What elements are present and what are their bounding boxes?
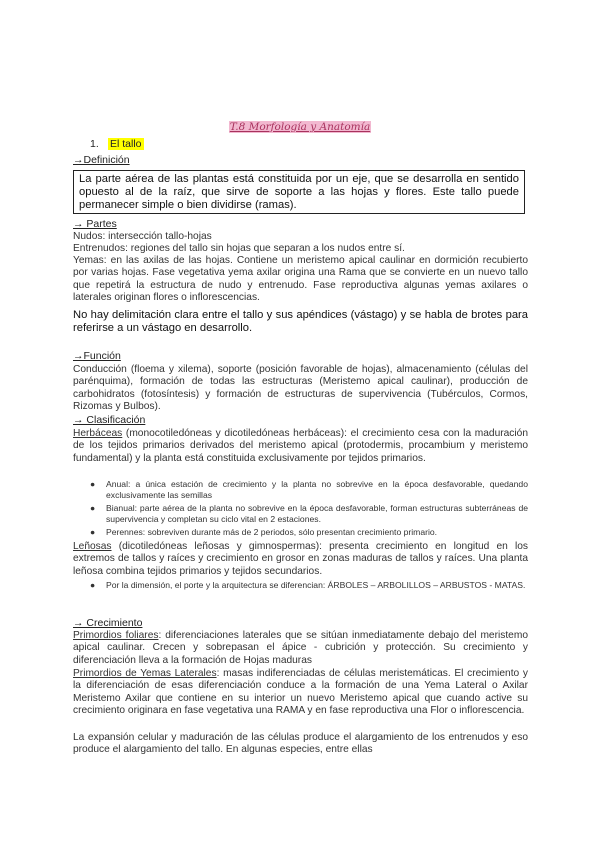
parts-heading: → Partes: [73, 218, 117, 230]
parts-yemas: Yemas: en las axilas de las hojas. Contiene un meristemo apical caulinar en dormición recubierto por varias hojas. Fase vegetativa yema axilar origina una Rama que se convierte en un nuevo tallo que repetirá la estructura de nudo y entrenudo. Fase reproductiva algunas yemas axilares o laterales originan flores o inflorescencias.: [73, 255, 528, 304]
expansion-paragraph: La expansión celular y maduración de las células produce el alargamiento de los entrenudos y eso produce el alargamiento del tallo. En algunas especies, entre ellas: [73, 732, 528, 756]
herbaceas-paragraph: [73, 428, 528, 465]
primordios-paragraph: [73, 630, 528, 667]
parts-entrenudos: Entrenudos: regiones del tallo sin hojas que separan a los nudos entre sí.: [73, 243, 405, 254]
parts-no-hay: No hay delimitación clara entre el tallo y sus apéndices (vástago) y se habla de brotes para referirse a un vástago en desarrollo.: [73, 309, 528, 335]
definition-heading: →Definición: [73, 154, 130, 166]
parts-nudos: Nudos: intersección tallo-hojas: [73, 231, 212, 242]
list-item: ● Por la dimensión, el porte y la arquitectura se diferencian: ÁRBOLES – ARBOLILLOS – ARBUSTOS - MATAS.: [90, 580, 526, 590]
function-text: Conducción (floema y xilema), soporte (posición favorable de hojas), almacenamiento (células del parénquima), formación de todas las estructuras (Meristemo apical caulinar), producción de carbohidratos (fotosíntesis) y formación de estructuras de supervivencia (Tubérculos, Cormos, Rizomas y Bulbos).: [73, 364, 528, 413]
definition-box: La parte aérea de las plantas está constituida por un eje, que se desarrolla en sentido opuesto al de la raíz, que sirve de soporte a las hojas y flores. Este tallo puede permanecer simple o bien dividirse (ramas).: [73, 170, 525, 214]
yemas-laterales-paragraph: [73, 668, 528, 718]
yemas-laterales-text: : masas indiferenciadas de células meristemáticas. El crecimiento y la diferenciación de esas diferenciación conduce a la formación de una Yema Lateral o Axilar Meristemo Axilar que contiene en su interior un nuevo Meristemo apical que cuando active su crecimiento originara en fase vegetativa una RAMA y en fase reproductiva una Flor o inflorescencia.: [73, 668, 528, 717]
growth-heading: → Crecimiento: [73, 617, 143, 629]
document-title: T.8 Morfología y Anatomía: [229, 121, 371, 133]
list-item: ● Bianual: parte aérea de la planta no sobrevive en la época desfavorable, forman estructuras subterráneas de supervivencia y completan su ciclo vital en 2 estaciones.: [90, 503, 528, 524]
lenosas-paragraph: [73, 541, 528, 578]
herbaceas-bullet-list: [88, 479, 528, 538]
classification-heading: → Clasificación: [73, 414, 146, 426]
section-heading: [90, 138, 144, 150]
primordios-text: : diferenciaciones laterales que se sitúan inmediatamente debajo del meristemo apical caulinar. Crecen y sobrepasan el ápice - cubrición y protección. Su crecimiento y diferenciación lleva a la formación de Hojas maduras: [73, 630, 528, 666]
section-number: 1.: [90, 138, 99, 150]
section-label: El tallo: [110, 138, 142, 150]
list-item: ● Anual: a única estación de crecimiento y la planta no sobrevive en la época desfavorable, quedando exclusivamente las semillas: [90, 479, 528, 500]
primordios-label: Primordios foliares: [73, 630, 159, 641]
function-heading: →Función: [73, 350, 121, 362]
yemas-laterales-label: Primordios de Yemas Laterales: [73, 668, 217, 679]
list-item: ● Perennes: sobreviven durante más de 2 periodos, sólo presentan crecimiento primario.: [90, 527, 438, 538]
lenosas-text: (dicotiledóneas leñosas y gimnospermas): presenta crecimiento en longitud en los extremos de tallos y raíces y crecimiento en grosor en zonas maduras de tallos y raíces. Una planta leñosa combina tejidos primarios y tejidos secundarios.: [73, 541, 528, 577]
herbaceas-label: Herbáceas: [73, 428, 123, 439]
lenosas-bullet-list: [88, 580, 528, 591]
herbaceas-text: (monocotiledóneas y dicotiledóneas herbáceas): el crecimiento cesa con la maduración de los tejidos primarios derivados del meristemo apical (protodermis, procambium y meristemo fundamental) y la planta está constituida exclusivamente por tejidos primarios.: [73, 428, 528, 464]
lenosas-label: Leñosas: [73, 541, 112, 552]
